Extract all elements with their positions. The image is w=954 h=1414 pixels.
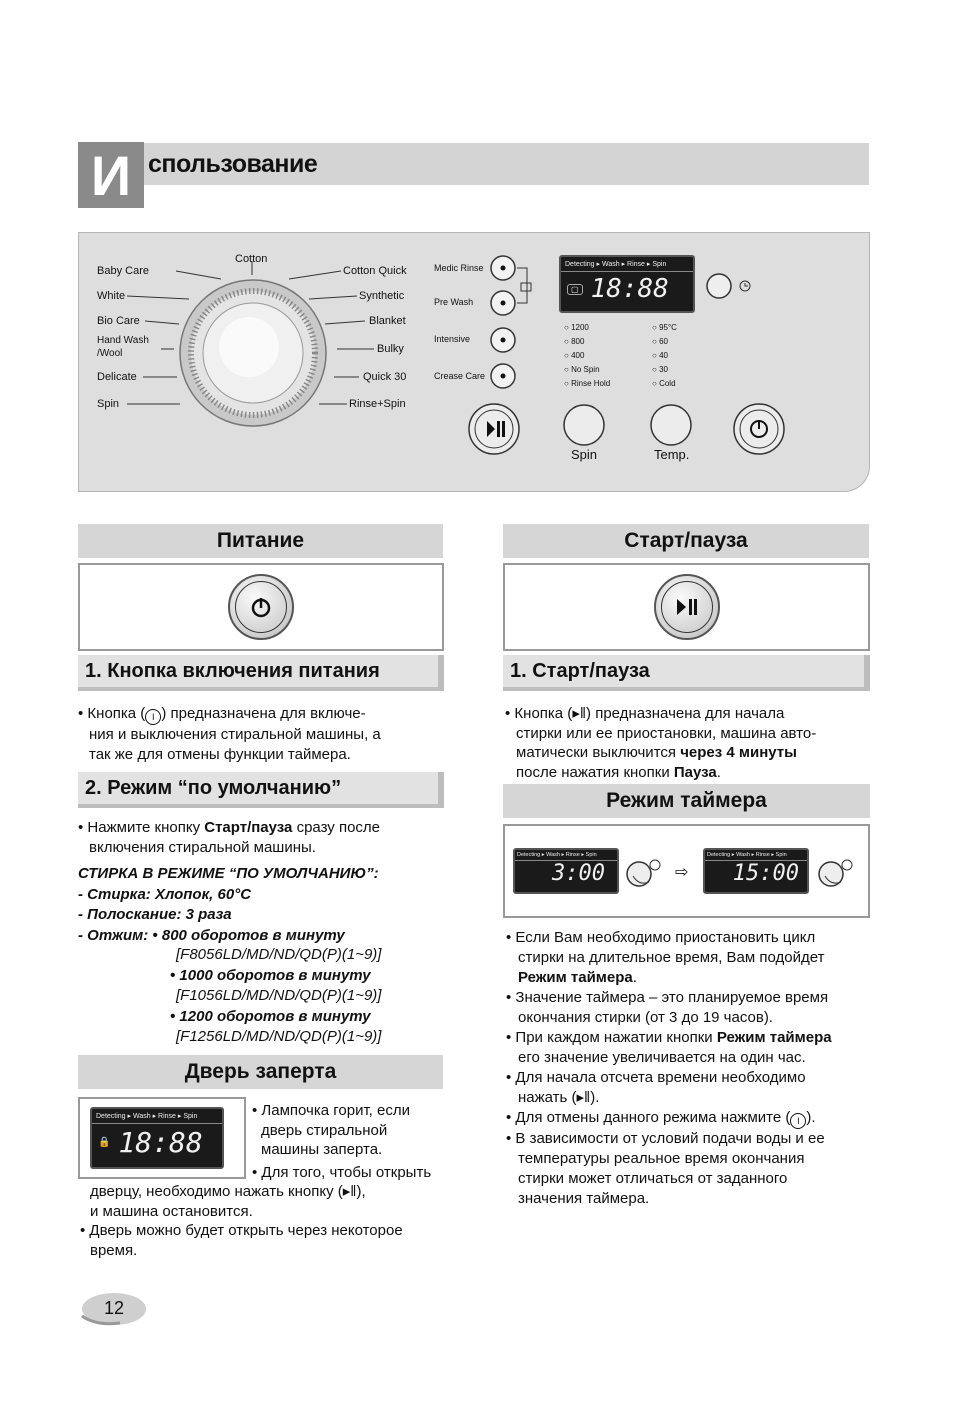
- start-section-title: Старт/пауза: [503, 524, 869, 558]
- timer-button-press-icon-2: [815, 856, 857, 892]
- program-synthetic: Synthetic: [359, 290, 405, 302]
- program-blanket: Blanket: [369, 315, 406, 327]
- timer-display-after: Detecting ▸ Wash ▸ Rinse ▸ Spin 15:00: [703, 848, 809, 894]
- power-inline-icon: I: [790, 1113, 806, 1129]
- door-locked-title: Дверь заперта: [78, 1055, 443, 1089]
- power-button-box: [78, 563, 444, 651]
- page-title: спользование: [148, 150, 318, 178]
- panel-display: Detecting ▸ Wash ▸ Rinse ▸ Spin ▢ 18:88: [559, 255, 695, 313]
- timer-section-title: Режим таймера: [503, 784, 870, 818]
- power-paragraph: • Кнопка ( I ) предназначена для включе- ния и выключения стиральной машины, а так же для отмены функции таймера.: [78, 705, 381, 763]
- spin-models-block: [F8056LD/MD/ND/QD(P)(1~9)] • 1000 оборотов в минуту [F1056LD/MD/ND/QD(P)(1~9)] • 1200 оборотов в минуту [F1256LD/MD/ND/QD(P)(1~9)]: [170, 946, 382, 1045]
- door-display-box: [78, 1097, 246, 1179]
- timer-illustration-box: [503, 824, 870, 918]
- power-subheading: 1. Кнопка включения питания: [78, 655, 444, 691]
- power-icon: [228, 574, 294, 640]
- display-status-row: Detecting ▸ Wash ▸ Rinse ▸ Spin: [561, 257, 693, 272]
- start-pause-inline-icon: ▸‖: [572, 705, 587, 722]
- program-bio-care: Bio Care: [97, 315, 140, 327]
- door-lock-icon: 🔒: [98, 1137, 111, 1148]
- temp-options: ○ 95°C ○ 60 ○ 40 ○ 30 ○ Cold: [652, 323, 677, 388]
- timer-button-press-icon: [625, 856, 663, 892]
- program-cotton: Cotton: [235, 253, 268, 265]
- header-initial: И: [78, 142, 144, 208]
- arrow-right-icon: ⇨: [675, 864, 689, 881]
- option-buttons: [487, 253, 547, 413]
- program-baby-care: Baby Care: [97, 265, 149, 277]
- timer-bullets: • Если Вам необходимо приостановить цикл стирки на длительное время, Вам подойдет Режим таймера. • Значение таймера – это планируемое время окончания стирки (от 3 до 19 часов). • При каждом нажатии кнопки Режим таймера его значение увеличивается на один час. • Для начала отсчета времени необходимо нажать (▸‖). • Для отмены данного режима нажмите ( I ). • В зависимости от условий подачи воды и ее температуры реальное время окончания стирки может отличаться от заданного значения таймера.: [506, 929, 832, 1207]
- control-panel-illustration: [78, 232, 870, 492]
- door-text-bottom: дверцу, необходимо нажать кнопку (▸‖), и машина остановится. • Дверь можно будет открыть через некоторое время.: [80, 1183, 403, 1259]
- door-display-status: Detecting ▸ Wash ▸ Rinse ▸ Spin: [92, 1109, 222, 1124]
- option-crease-care: Crease Care: [434, 371, 486, 381]
- power-symbol-icon: I: [145, 709, 161, 725]
- option-medic-rinse: Medic Rinse: [434, 263, 484, 273]
- power-section-title: Питание: [78, 524, 443, 558]
- start-paragraph: • Кнопка (▸‖) предназначена для начала стирки или ее приостановки, машина авто- матически выключится через 4 минуты после нажатия кнопки Пауза.: [505, 705, 817, 781]
- temp-button-label: Temp.: [654, 447, 690, 462]
- default-mode-subheading: 2. Режим “по умолчанию”: [78, 772, 444, 808]
- delay-button: [705, 273, 755, 303]
- option-pre-wash: Pre Wash: [434, 297, 474, 307]
- door-lock-display: [90, 1107, 224, 1169]
- timer-display-before: Detecting ▸ Wash ▸ Rinse ▸ Spin 3:00: [513, 848, 619, 894]
- default-wash-block: СТИРКА В РЕЖИМЕ “ПО УМОЛЧАНИЮ”: - Стирка: Хлопок, 60°C - Полоскание: 3 раза - Отжим: • 800 оборотов в минуту: [78, 865, 379, 944]
- program-rinse-spin: Rinse+Spin: [349, 398, 406, 410]
- start-pause-icon: [654, 574, 720, 640]
- spin-options: ○ 1200 ○ 800 ○ 400 ○ No Spin ○ Rinse Hold: [564, 323, 611, 388]
- program-hand-wash: Hand Wash: [97, 335, 149, 346]
- start-pause-inline-icon-2: ▸‖: [576, 1089, 591, 1106]
- program-bulky: Bulky: [377, 343, 404, 355]
- program-spin: Spin: [97, 398, 120, 410]
- program-white: White: [97, 290, 126, 302]
- spin-button-label: Spin: [571, 447, 598, 462]
- display-time: 18:88: [590, 274, 669, 304]
- door-display-time: 18:88: [118, 1126, 203, 1159]
- option-intensive: Intensive: [434, 334, 471, 344]
- start-button-box: [503, 563, 870, 651]
- start-pause-symbol-icon: ▸‖: [342, 1183, 357, 1200]
- start-subheading: 1. Старт/пауза: [503, 655, 870, 691]
- program-quick-30: Quick 30: [363, 371, 407, 383]
- page-number: 12: [104, 1298, 125, 1318]
- program-wool: /Wool: [97, 348, 123, 359]
- program-delicate: Delicate: [97, 371, 137, 383]
- panel-bottom-buttons: [464, 401, 794, 461]
- door-text-right: • Лампочка горит, если дверь стиральной машины заперта. • Для того, чтобы открыть: [252, 1102, 432, 1181]
- default-mode-paragraph: • Нажмите кнопку Старт/пауза сразу после включения стиральной машины.: [78, 819, 381, 856]
- program-cotton-quick: Cotton Quick: [343, 265, 407, 277]
